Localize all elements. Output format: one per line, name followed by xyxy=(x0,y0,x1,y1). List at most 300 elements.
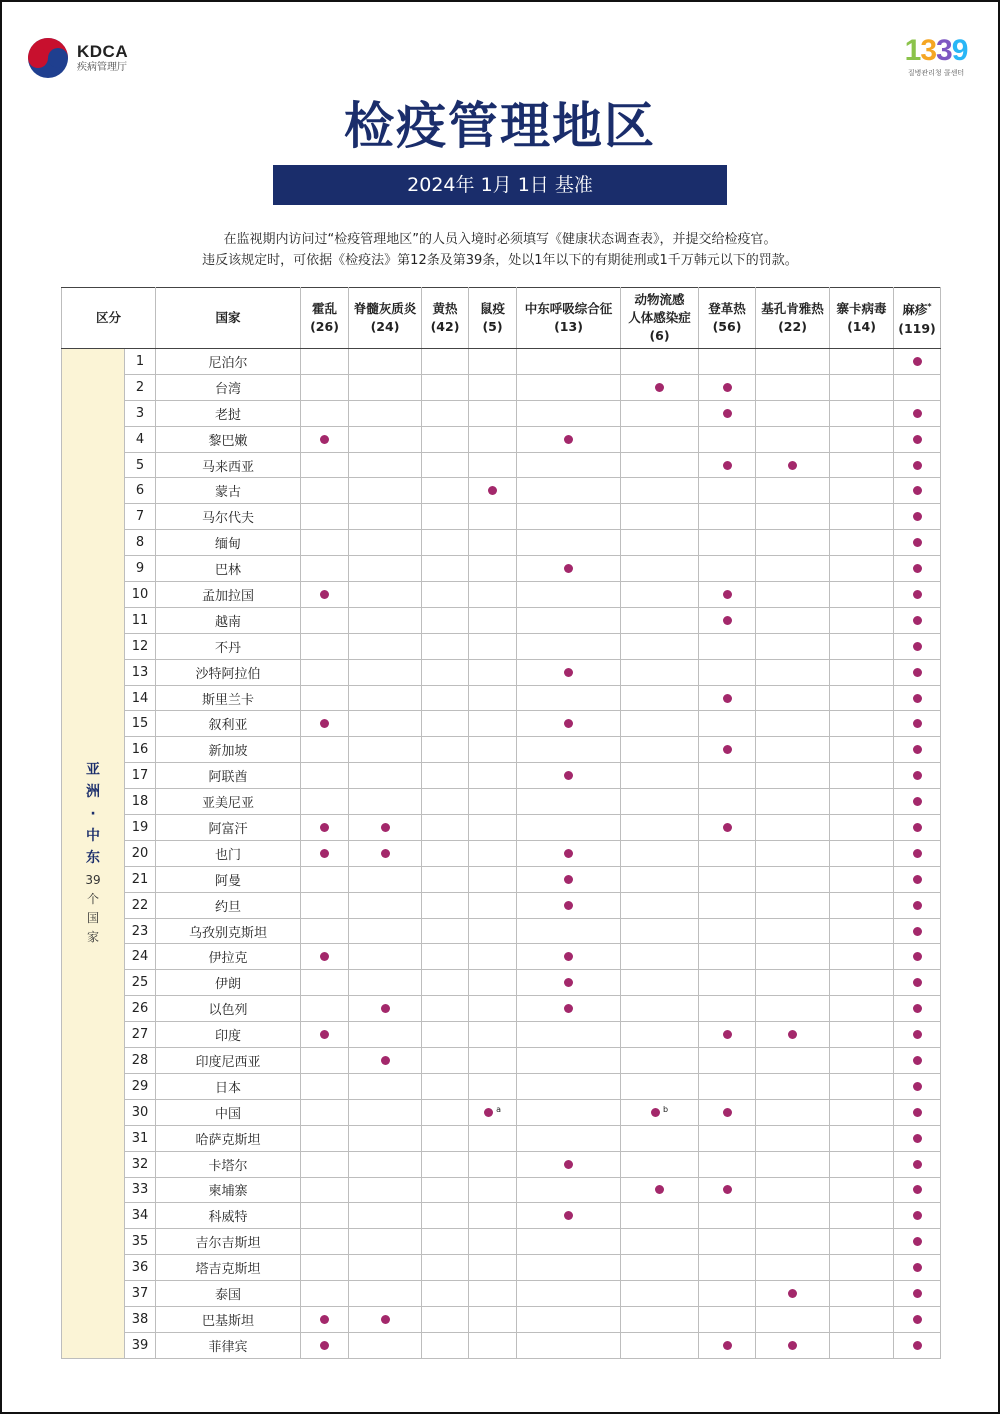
designated-dot-icon xyxy=(723,1108,732,1117)
country-name: 菲律宾 xyxy=(156,1332,301,1358)
mark-cell xyxy=(301,711,349,737)
row-number: 1 xyxy=(125,349,156,375)
mark-cell xyxy=(517,530,621,556)
mark-cell xyxy=(517,892,621,918)
mark-cell xyxy=(349,504,422,530)
designated-dot-icon xyxy=(564,1160,573,1169)
mark-cell xyxy=(517,737,621,763)
mark-cell xyxy=(830,711,894,737)
mark-cell xyxy=(422,530,469,556)
mark-cell xyxy=(621,1073,699,1099)
mark-cell xyxy=(894,866,941,892)
mark-cell xyxy=(517,607,621,633)
mark-cell xyxy=(422,1332,469,1358)
mark-cell xyxy=(301,789,349,815)
mark-cell xyxy=(422,659,469,685)
table-row xyxy=(62,1229,941,1255)
table-row xyxy=(62,400,941,426)
mark-cell xyxy=(894,970,941,996)
designated-dot-icon xyxy=(913,1315,922,1324)
mark-cell xyxy=(621,1281,699,1307)
header-region: 区分 xyxy=(62,288,156,349)
disease-name: 脊髓灰质炎 xyxy=(353,301,417,316)
region-count: 39个国家 xyxy=(85,873,101,945)
designated-dot-icon xyxy=(913,1030,922,1039)
disease-count: (6) xyxy=(649,328,670,343)
mark-cell xyxy=(349,1048,422,1074)
header-country: 国家 xyxy=(156,288,301,349)
mark-cell xyxy=(517,452,621,478)
row-number: 25 xyxy=(125,970,156,996)
mark-cell xyxy=(517,840,621,866)
mark-cell xyxy=(894,840,941,866)
table-row xyxy=(62,996,941,1022)
mark-cell xyxy=(894,349,941,375)
designated-dot-icon xyxy=(913,590,922,599)
mark-cell xyxy=(621,530,699,556)
disease-count: (14) xyxy=(847,319,876,334)
mark-cell xyxy=(756,1332,830,1358)
mark-cell xyxy=(469,996,517,1022)
table-row xyxy=(62,556,941,582)
designated-dot-icon xyxy=(913,1056,922,1065)
mark-cell xyxy=(830,582,894,608)
designated-dot-icon xyxy=(913,1134,922,1143)
disease-count: (26) xyxy=(310,319,339,334)
mark-cell xyxy=(894,789,941,815)
mark-cell xyxy=(469,504,517,530)
mark-cell xyxy=(349,374,422,400)
row-number: 4 xyxy=(125,426,156,452)
table-row xyxy=(62,892,941,918)
table-row xyxy=(62,1255,941,1281)
table-row xyxy=(62,1048,941,1074)
table-row xyxy=(62,1281,941,1307)
country-name: 哈萨克斯坦 xyxy=(156,1125,301,1151)
mark-cell xyxy=(699,737,756,763)
mark-cell xyxy=(699,1125,756,1151)
mark-cell xyxy=(756,1177,830,1203)
table-body xyxy=(62,349,941,1359)
mark-cell xyxy=(469,659,517,685)
country-name: 以色列 xyxy=(156,996,301,1022)
mark-cell xyxy=(894,1073,941,1099)
mark-cell xyxy=(422,711,469,737)
country-name: 缅甸 xyxy=(156,530,301,556)
mark-cell xyxy=(517,1177,621,1203)
mark-cell xyxy=(830,970,894,996)
mark-cell xyxy=(422,685,469,711)
mark-cell xyxy=(894,815,941,841)
mark-cell xyxy=(830,504,894,530)
mark-cell xyxy=(301,633,349,659)
mark-cell xyxy=(469,815,517,841)
mark-cell xyxy=(422,1255,469,1281)
mark-cell xyxy=(699,1048,756,1074)
mark-cell xyxy=(830,349,894,375)
mark-cell xyxy=(621,556,699,582)
mark-cell xyxy=(756,1229,830,1255)
mark-cell xyxy=(422,1048,469,1074)
mark-cell xyxy=(830,659,894,685)
mark-cell xyxy=(830,1203,894,1229)
mark-cell xyxy=(517,1048,621,1074)
mark-cell xyxy=(756,892,830,918)
mark-cell xyxy=(301,607,349,633)
mark-cell xyxy=(517,1073,621,1099)
country-name: 尼泊尔 xyxy=(156,349,301,375)
designated-dot-icon xyxy=(564,901,573,910)
mark-cell xyxy=(301,1306,349,1332)
country-name: 老挝 xyxy=(156,400,301,426)
country-name: 不丹 xyxy=(156,633,301,659)
date-band: 2024年 1月 1日 基准 xyxy=(273,165,727,205)
mark-cell xyxy=(517,1255,621,1281)
mark-cell xyxy=(621,478,699,504)
mark-cell xyxy=(699,1177,756,1203)
mark-cell xyxy=(349,996,422,1022)
mark-cell xyxy=(517,918,621,944)
mark-cell xyxy=(422,815,469,841)
mark-cell xyxy=(422,1022,469,1048)
designated-dot-icon xyxy=(913,642,922,651)
mark-cell xyxy=(422,504,469,530)
mark-cell xyxy=(422,1151,469,1177)
mark-cell xyxy=(621,1048,699,1074)
row-number: 21 xyxy=(125,866,156,892)
table-row xyxy=(62,789,941,815)
mark-cell xyxy=(621,789,699,815)
mark-cell xyxy=(699,633,756,659)
mark-cell xyxy=(756,1281,830,1307)
mark-cell xyxy=(756,1022,830,1048)
mark-cell xyxy=(621,659,699,685)
mark-cell xyxy=(699,659,756,685)
mark-cell xyxy=(699,374,756,400)
mark-cell xyxy=(349,349,422,375)
mark-cell xyxy=(301,970,349,996)
mark-cell xyxy=(469,1151,517,1177)
table-row xyxy=(62,607,941,633)
mark-cell xyxy=(621,970,699,996)
mark-cell xyxy=(349,918,422,944)
country-name: 巴基斯坦 xyxy=(156,1306,301,1332)
mark-cell xyxy=(830,789,894,815)
designated-dot-icon xyxy=(913,616,922,625)
mark-cell xyxy=(349,1073,422,1099)
mark-cell xyxy=(517,1125,621,1151)
mark-cell xyxy=(894,944,941,970)
mark-cell xyxy=(756,478,830,504)
designated-dot-icon xyxy=(723,1185,732,1194)
mark-cell xyxy=(422,582,469,608)
designated-dot-icon xyxy=(723,823,732,832)
mark-cell xyxy=(422,478,469,504)
row-number: 32 xyxy=(125,1151,156,1177)
table-row xyxy=(62,944,941,970)
mark-cell xyxy=(699,1229,756,1255)
mark-cell xyxy=(756,763,830,789)
mark-cell xyxy=(894,1022,941,1048)
mark-cell xyxy=(894,556,941,582)
mark-cell xyxy=(830,374,894,400)
mark-cell xyxy=(621,1255,699,1281)
mark-cell xyxy=(621,996,699,1022)
mark-cell xyxy=(469,374,517,400)
mark-cell xyxy=(894,582,941,608)
country-name: 泰国 xyxy=(156,1281,301,1307)
row-number: 38 xyxy=(125,1306,156,1332)
mark-cell xyxy=(894,1281,941,1307)
table-row xyxy=(62,633,941,659)
mark-cell xyxy=(830,1073,894,1099)
designated-dot-icon xyxy=(564,435,573,444)
mark-cell xyxy=(469,633,517,659)
logo-english: KDCA xyxy=(77,42,129,61)
mark-cell xyxy=(349,763,422,789)
header-disease-0 xyxy=(301,288,349,349)
mark-cell xyxy=(699,1151,756,1177)
designated-dot-icon xyxy=(564,564,573,573)
mark-cell xyxy=(301,944,349,970)
mark-cell xyxy=(349,1177,422,1203)
mark-cell xyxy=(621,1177,699,1203)
mark-cell xyxy=(301,426,349,452)
country-name: 柬埔寨 xyxy=(156,1177,301,1203)
row-number: 34 xyxy=(125,1203,156,1229)
row-number: 22 xyxy=(125,892,156,918)
mark-cell xyxy=(756,789,830,815)
mark-cell xyxy=(349,1125,422,1151)
mark-cell xyxy=(621,1332,699,1358)
mark-cell xyxy=(621,1022,699,1048)
mark-cell xyxy=(699,530,756,556)
mark-cell xyxy=(830,1229,894,1255)
mark-cell xyxy=(830,815,894,841)
mark-cell xyxy=(621,452,699,478)
disease-count: (5) xyxy=(482,319,503,334)
mark-cell xyxy=(756,685,830,711)
mark-cell xyxy=(469,426,517,452)
mark-cell xyxy=(469,556,517,582)
mark-cell xyxy=(422,918,469,944)
designated-dot-icon xyxy=(723,1030,732,1039)
country-name: 巴林 xyxy=(156,556,301,582)
mark-cell xyxy=(699,426,756,452)
mark-cell xyxy=(517,478,621,504)
designated-dot-icon xyxy=(913,745,922,754)
mark-cell xyxy=(301,452,349,478)
designated-dot-icon xyxy=(913,694,922,703)
row-number: 2 xyxy=(125,374,156,400)
table-row xyxy=(62,1022,941,1048)
mark-cell xyxy=(621,1306,699,1332)
mark-cell xyxy=(894,1255,941,1281)
mark-cell xyxy=(469,944,517,970)
table-row xyxy=(62,685,941,711)
header-disease-1 xyxy=(349,288,422,349)
table-row xyxy=(62,918,941,944)
mark-cell xyxy=(699,815,756,841)
mark-cell xyxy=(756,918,830,944)
mark-cell xyxy=(469,840,517,866)
mark-cell xyxy=(756,944,830,970)
mark-cell xyxy=(830,996,894,1022)
mark-cell xyxy=(894,659,941,685)
disease-count: (56) xyxy=(712,319,742,334)
table-row xyxy=(62,970,941,996)
mark-cell xyxy=(756,659,830,685)
mark-cell xyxy=(699,556,756,582)
mark-cell xyxy=(894,426,941,452)
mark-cell xyxy=(621,426,699,452)
mark-cell xyxy=(699,944,756,970)
disease-count: (24) xyxy=(370,319,400,334)
mark-cell xyxy=(517,1332,621,1358)
mark-cell xyxy=(469,737,517,763)
mark-cell xyxy=(422,633,469,659)
mark-cell xyxy=(621,763,699,789)
row-number: 5 xyxy=(125,452,156,478)
mark-cell xyxy=(469,711,517,737)
designated-dot-icon xyxy=(913,771,922,780)
mark-cell xyxy=(469,1229,517,1255)
mark-cell xyxy=(422,866,469,892)
designated-dot-icon xyxy=(564,849,573,858)
row-number: 36 xyxy=(125,1255,156,1281)
mark-cell xyxy=(830,426,894,452)
mark-cell xyxy=(517,1306,621,1332)
header-disease-7 xyxy=(756,288,830,349)
mark-cell xyxy=(756,996,830,1022)
table-row xyxy=(62,1125,941,1151)
disease-count: (42) xyxy=(430,319,460,334)
mark-cell xyxy=(422,1073,469,1099)
mark-cell xyxy=(830,1022,894,1048)
mark-cell xyxy=(469,918,517,944)
mark-cell xyxy=(349,1281,422,1307)
country-name: 黎巴嫩 xyxy=(156,426,301,452)
mark-cell xyxy=(301,504,349,530)
mark-cell xyxy=(349,892,422,918)
mark-cell xyxy=(756,452,830,478)
mark-cell xyxy=(894,1229,941,1255)
mark-cell xyxy=(517,815,621,841)
mark-cell xyxy=(894,530,941,556)
mark-cell xyxy=(349,400,422,426)
designated-dot-icon xyxy=(913,486,922,495)
designated-dot-icon xyxy=(723,409,732,418)
row-number: 37 xyxy=(125,1281,156,1307)
mark-cell xyxy=(349,530,422,556)
mark-cell xyxy=(517,996,621,1022)
hotline-subtitle: 질병관리청 콜센터 xyxy=(907,69,965,77)
mark-cell xyxy=(422,1099,469,1125)
row-number: 33 xyxy=(125,1177,156,1203)
designated-dot-icon xyxy=(320,719,329,728)
mark-cell xyxy=(301,556,349,582)
mark-cell xyxy=(517,1281,621,1307)
mark-cell xyxy=(756,1073,830,1099)
mark-cell xyxy=(621,400,699,426)
mark-cell xyxy=(830,1255,894,1281)
mark-cell xyxy=(517,1151,621,1177)
mark-cell xyxy=(894,1099,941,1125)
mark-cell xyxy=(422,892,469,918)
mark-cell xyxy=(301,1073,349,1099)
mark-cell xyxy=(699,452,756,478)
mark-cell xyxy=(756,582,830,608)
mark-cell xyxy=(699,763,756,789)
mark-cell xyxy=(621,1229,699,1255)
mark-cell xyxy=(756,400,830,426)
mark-cell xyxy=(349,1255,422,1281)
mark-cell xyxy=(699,918,756,944)
mark-cell xyxy=(756,556,830,582)
header-disease-5 xyxy=(621,288,699,349)
mark-cell xyxy=(621,1125,699,1151)
mark-cell xyxy=(469,1203,517,1229)
mark-cell xyxy=(517,763,621,789)
mark-cell xyxy=(621,918,699,944)
mark-cell xyxy=(830,1177,894,1203)
mark-cell xyxy=(469,452,517,478)
mark-cell xyxy=(349,607,422,633)
mark-cell xyxy=(422,349,469,375)
mark-cell xyxy=(894,763,941,789)
mark-cell xyxy=(621,685,699,711)
mark-cell xyxy=(469,763,517,789)
mark-cell xyxy=(349,815,422,841)
notice-line-1: 在监视期内访问过“检疫管理地区”的人员入境时必须填写《健康状态调查表》，并提交给检疫官。 xyxy=(223,232,777,247)
row-number: 6 xyxy=(125,478,156,504)
row-number: 12 xyxy=(125,633,156,659)
designated-dot-icon xyxy=(381,823,390,832)
mark-cell xyxy=(894,1203,941,1229)
country-name: 亚美尼亚 xyxy=(156,789,301,815)
designated-dot-icon xyxy=(913,1341,922,1350)
row-number: 10 xyxy=(125,582,156,608)
mark-cell xyxy=(621,737,699,763)
row-number: 7 xyxy=(125,504,156,530)
designated-dot-icon xyxy=(655,1185,664,1194)
mark-cell xyxy=(301,1255,349,1281)
table-row xyxy=(62,504,941,530)
designated-dot-icon xyxy=(564,771,573,780)
country-name: 斯里兰卡 xyxy=(156,685,301,711)
mark-cell xyxy=(830,400,894,426)
mark-cell xyxy=(830,556,894,582)
mark-cell xyxy=(301,530,349,556)
mark-cell xyxy=(621,1099,699,1125)
disease-name: 鼠疫 xyxy=(480,301,506,316)
mark-cell xyxy=(894,478,941,504)
designated-dot-icon xyxy=(484,1108,493,1117)
designated-dot-icon xyxy=(913,1289,922,1298)
mark-cell xyxy=(894,1306,941,1332)
mark-cell xyxy=(699,504,756,530)
designated-dot-icon xyxy=(913,719,922,728)
mark-cell xyxy=(469,1022,517,1048)
mark-cell xyxy=(349,970,422,996)
mark-cell xyxy=(699,840,756,866)
disease-name: 中东呼吸综合征 xyxy=(524,301,613,316)
mark-cell xyxy=(699,866,756,892)
mark-cell xyxy=(349,685,422,711)
designated-dot-icon xyxy=(723,590,732,599)
mark-cell xyxy=(469,789,517,815)
mark-cell xyxy=(894,374,941,400)
